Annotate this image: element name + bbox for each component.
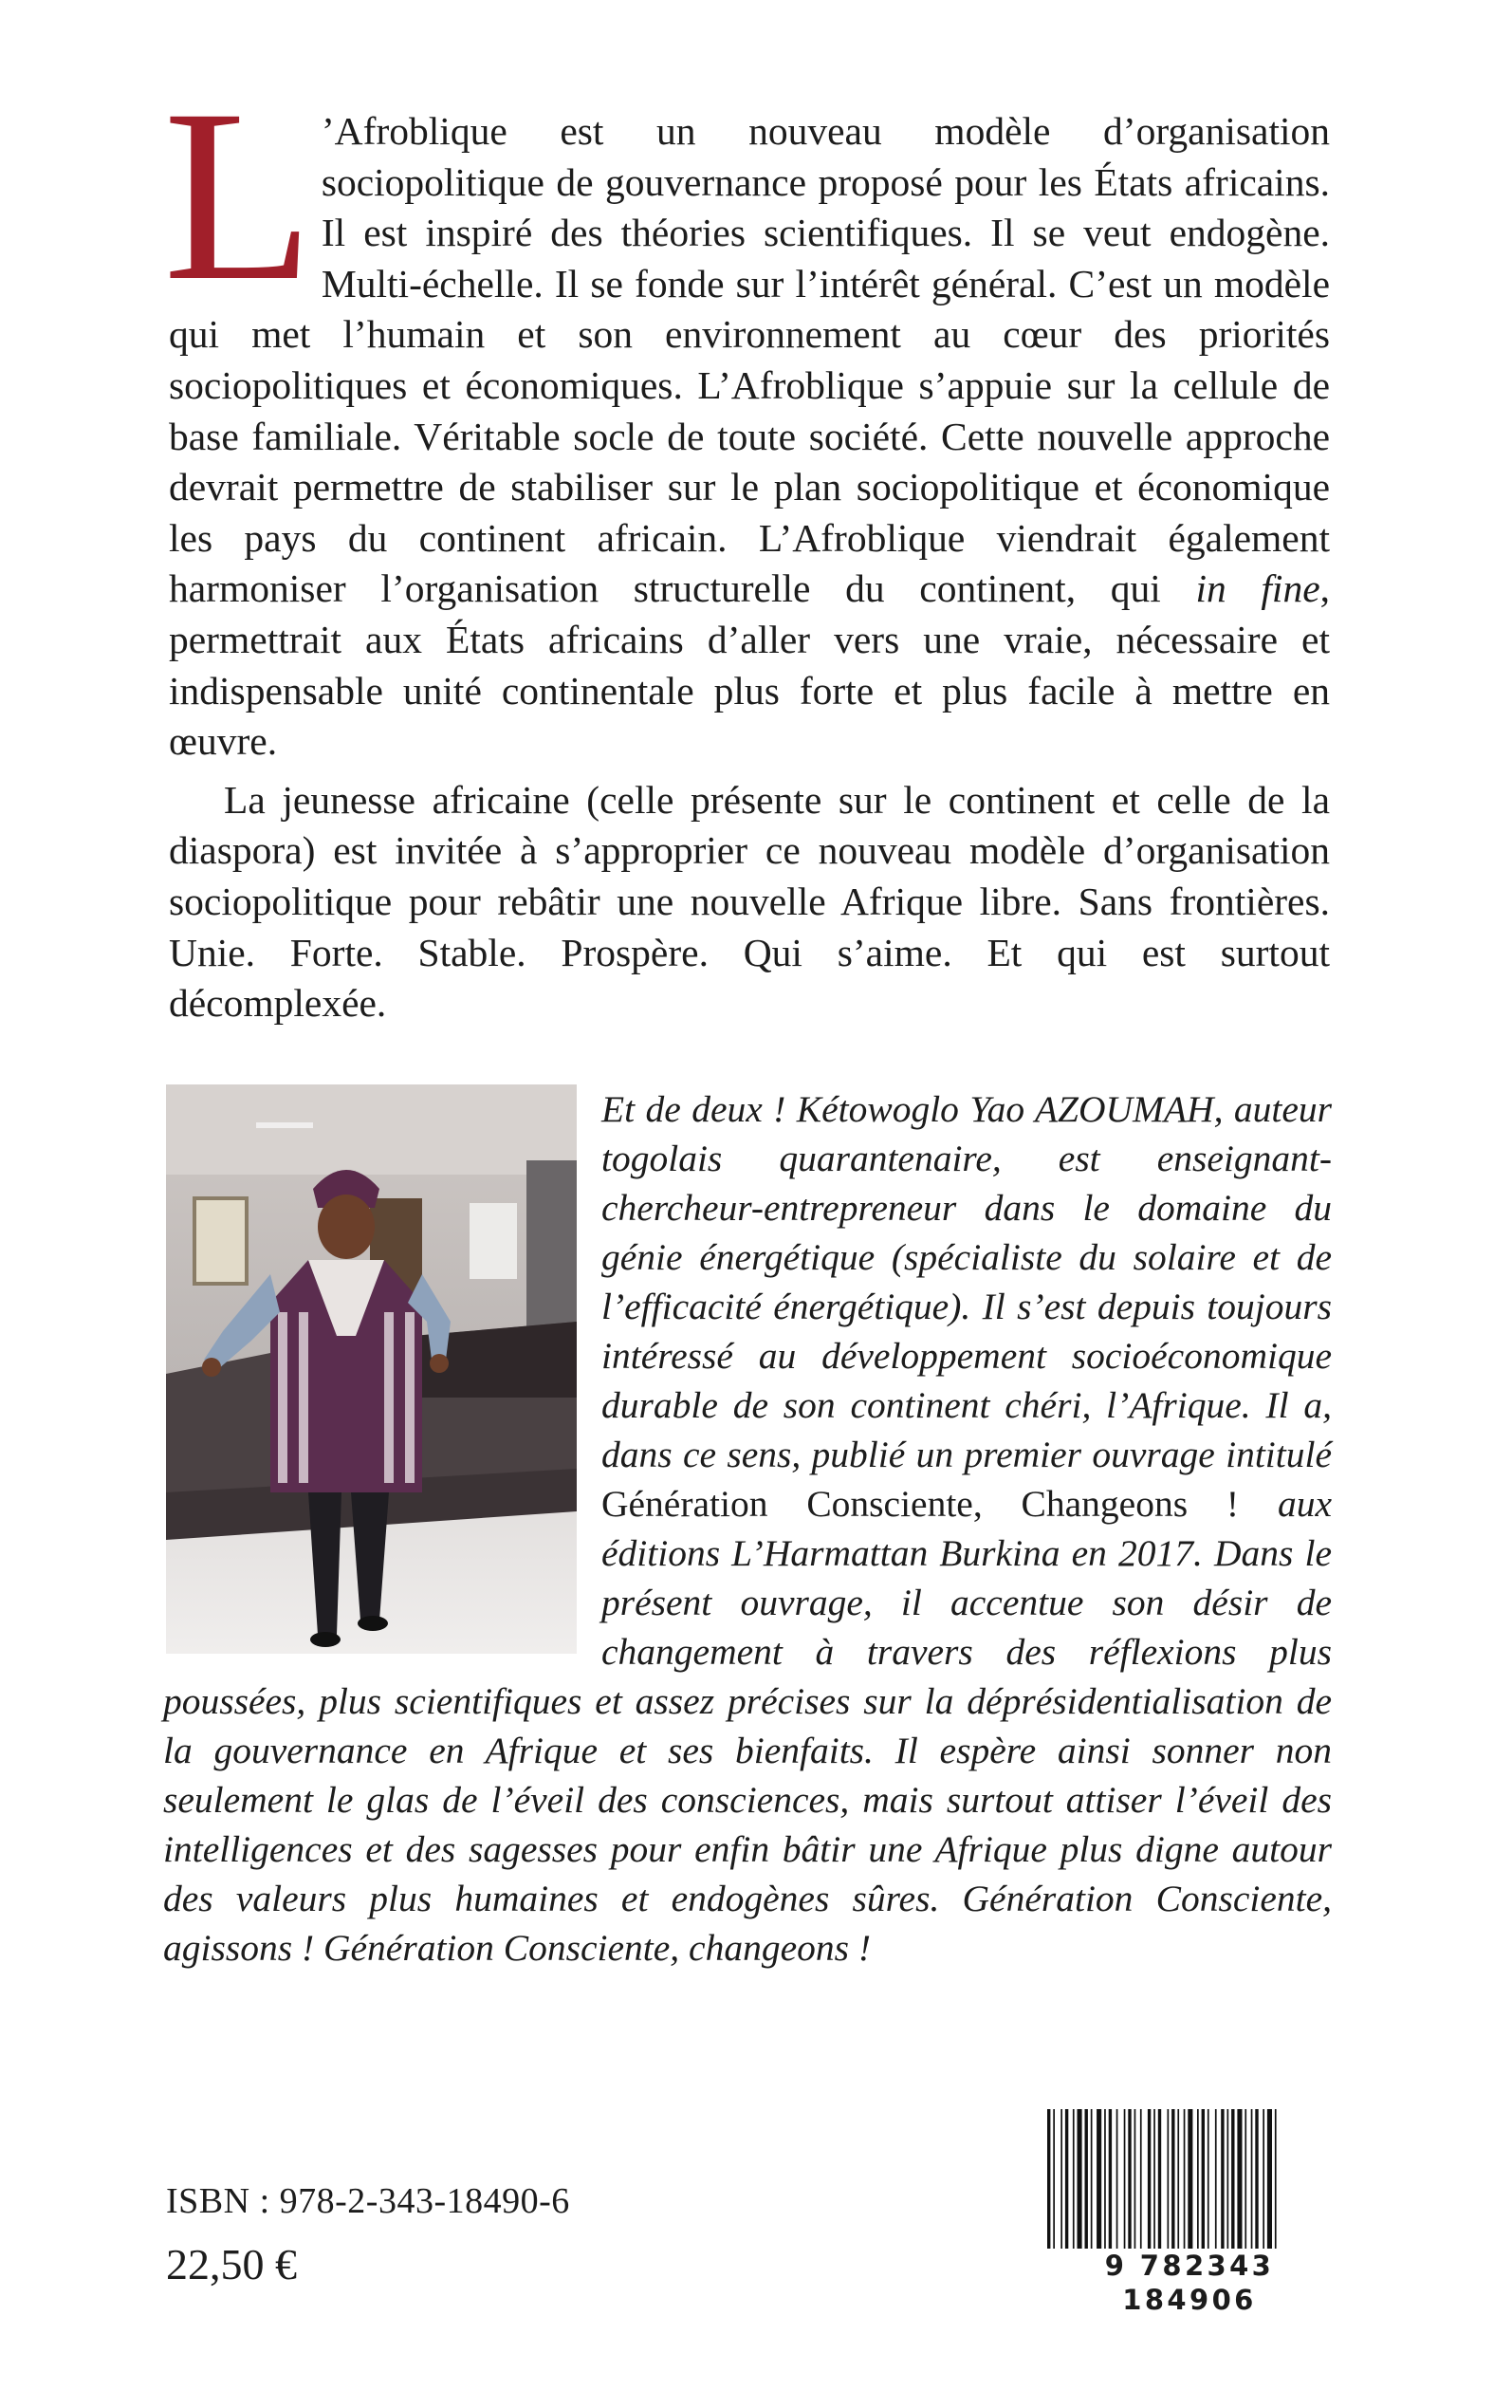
barcode-bar-13 bbox=[1128, 2109, 1131, 2251]
barcode-bar-8 bbox=[1097, 2109, 1101, 2251]
barcode-bar-6 bbox=[1085, 2109, 1088, 2251]
barcode-bar-9 bbox=[1104, 2109, 1106, 2251]
barcode-bar-14 bbox=[1134, 2109, 1136, 2251]
barcode-bar-11 bbox=[1116, 2109, 1118, 2251]
barcode-bar-19 bbox=[1168, 2109, 1170, 2251]
barcode-bar-3 bbox=[1065, 2109, 1068, 2251]
barcode-bar-35 bbox=[1263, 2109, 1264, 2251]
barcode-bar-28 bbox=[1221, 2109, 1224, 2251]
author-bio: Et de deux ! Kétowoglo Yao AZOUMAH, auteur togolais quarantenaire, est enseignant-chercheur-entrepreneur dans le domaine du génie énergétique (spécialiste du solaire et de l’efficacité énergétique). Il s’est depuis toujours intéressé au développement socioéconomique durable de son continent chéri, l’Afrique. Il a, dans ce sens, publié un premier ouvrage intitulé Génération Consciente, Changeons ! aux éditions L’Harmattan Burkina en 2017. Dans le présent ouvrage, il accentue son désir de changement à travers des réflexions plus poussées, plus scientifiques et assez précises sur la déprésidentialisation de la gouvernance en Afrique et ses bienfaits. Il espère ainsi sonner non seulement le glas de l’éveil des consciences, mais surtout attiser l’éveil des intelligences et des sagesses pour enfin bâtir une Afrique plus digne autour des valeurs plus humaines et endogènes sûres. Génération Consciente, agissons ! Génération Consciente, changeons ! bbox=[163, 1084, 1332, 1973]
barcode-bar-31 bbox=[1237, 2109, 1242, 2251]
blurb-text bbox=[163, 59, 1330, 1029]
barcode-bar-25 bbox=[1202, 2109, 1205, 2251]
barcode-bar-0 bbox=[1047, 2109, 1050, 2251]
blurb-paragraph-2: La jeunesse africaine (celle présente sur le continent et celle de la diaspora) est invitée à s’approprier ce nouveau modèle d’organisation sociopolitique pour rebâtir une nouvelle Afrique libre. Sans frontières. Unie. Forte. Stable. Prospère. Qui s’aime. Et qui est surtout décomplexée. bbox=[169, 777, 1330, 1026]
barcode-bar-29 bbox=[1227, 2109, 1229, 2251]
isbn: ISBN : 978-2-343-18490-6 bbox=[166, 2181, 570, 2221]
price: 22,50 € bbox=[166, 2240, 297, 2288]
barcode-bar-4 bbox=[1073, 2109, 1075, 2251]
barcode-bar-15 bbox=[1140, 2109, 1142, 2251]
barcode-bar-12 bbox=[1124, 2109, 1126, 2251]
barcode-bar-7 bbox=[1091, 2109, 1093, 2251]
barcode-bar-34 bbox=[1255, 2109, 1258, 2251]
barcode-bar-17 bbox=[1153, 2109, 1155, 2251]
barcode-bar-26 bbox=[1208, 2109, 1209, 2251]
barcode-bar-37 bbox=[1275, 2109, 1277, 2251]
barcode-bar-36 bbox=[1267, 2109, 1272, 2251]
barcode-bar-24 bbox=[1197, 2109, 1199, 2251]
barcode-bar-27 bbox=[1215, 2109, 1217, 2251]
barcode-bar-32 bbox=[1245, 2109, 1246, 2251]
blurb-paragraph-1: ’Afroblique est un nouveau modèle d’organisation sociopolitique de gouvernance proposé pour les États africains. Il est inspiré des théories scientifiques. Il se veut endogène. Multi-échelle. Il se fonde sur l’intérêt général. C’est un modèle qui met l’humain et son environnement au cœur des priorités sociopolitiques et économiques. L’Afroblique s’appuie sur la cellule de base familiale. Véritable socle de toute société. Cette nouvelle approche devrait permettre de stabiliser sur le plan sociopolitique et économique les pays du continent africain. L’Afroblique viendrait également harmoniser l’organisation structurelle du continent, qui in fine, permettrait aux États africains d’aller vers une vraie, nécessaire et indispensable unité continentale plus forte et plus facile à mettre en œuvre. bbox=[169, 109, 1330, 764]
previous-book-title: Génération Consciente, Changeons ! bbox=[601, 1483, 1240, 1525]
drop-cap: L bbox=[163, 59, 314, 332]
barcode-bar-20 bbox=[1171, 2109, 1174, 2251]
barcode-bar-18 bbox=[1158, 2109, 1161, 2251]
barcode-bar-5 bbox=[1078, 2109, 1082, 2251]
barcode-bar-23 bbox=[1188, 2109, 1192, 2251]
barcode-bar-33 bbox=[1251, 2109, 1253, 2251]
barcode-bar-22 bbox=[1184, 2109, 1186, 2251]
photo-spacer bbox=[163, 1084, 601, 1676]
barcode-bar-30 bbox=[1231, 2109, 1234, 2251]
barcode-digits: 9 782343 184906 bbox=[1045, 2249, 1334, 2317]
barcode-bar-2 bbox=[1060, 2109, 1062, 2251]
barcode-bar-1 bbox=[1053, 2109, 1055, 2251]
barcode-bar-16 bbox=[1148, 2109, 1151, 2251]
barcode-bar-10 bbox=[1109, 2109, 1112, 2251]
barcode-bar-21 bbox=[1177, 2109, 1179, 2251]
